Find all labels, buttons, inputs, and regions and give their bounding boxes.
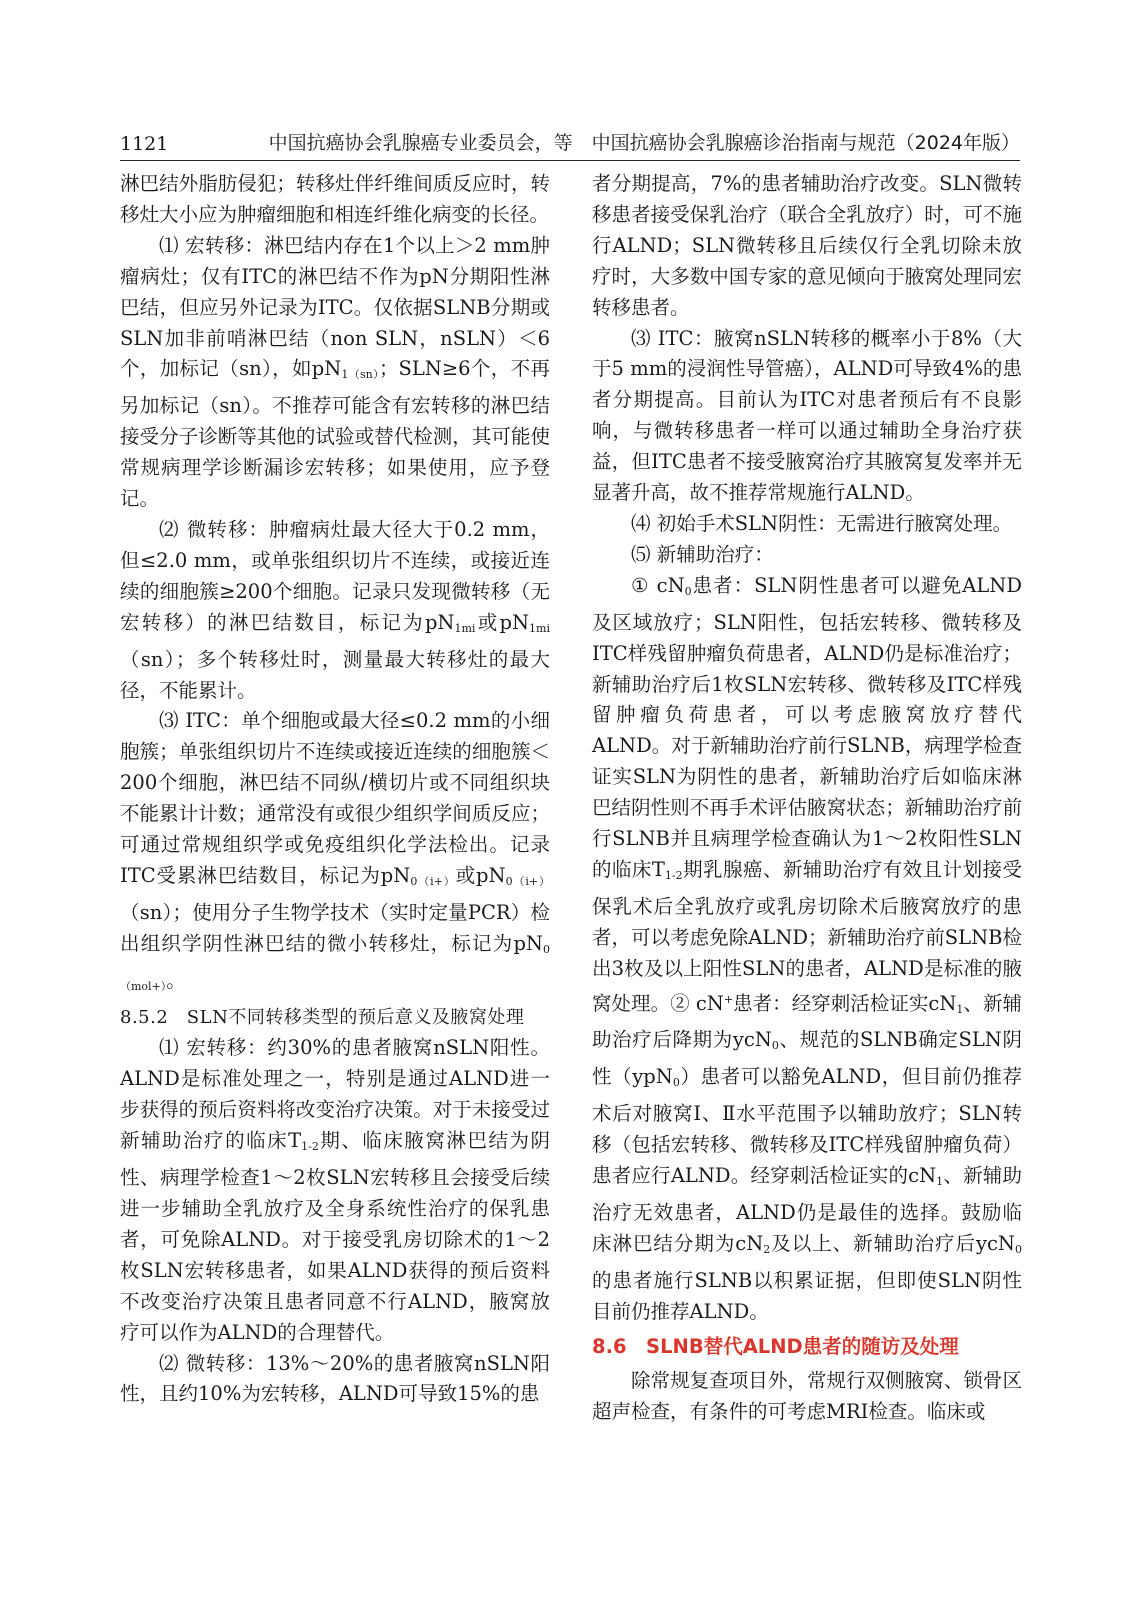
paragraph-neoadjuvant: ① $cN_0$患者：SLN阴性患者可以避免ALND及区域放疗；SLN阳性，包括宏转移、微转移及ITC样残留肿瘤负荷患者，ALND仍是标准治疗；新辅助治疗后1枚SLN宏转移、微转移及ITC样残留肿瘤负荷患者，可以考虑腋窝放疗替代ALND。对于新辅助治疗前行SLNB，病理学检查证实SLN为阴性的患者，新辅助治疗后如临床淋巴结阴性则不再手术评估腋窝状态；新辅助治疗前行SLNB并且病理学检查确认为1～2枚阳性SLN的临床$T_{1-2}$期乳腺癌、新辅助治疗有效且计划接受保乳术后全乳放疗或乳房切除术后腋窝放疗的患者，可以考虑免除ALND；新辅助治疗前SLNB检出3枚及以上阳性SLN的患者，ALND是标准的腋窝处理。② cN+患者：经穿刺活检证实$cN_1$、新辅助治疗后降期为ycN$_0$、规范的SLNB确定SLN阴性（ypN$_0$）患者可以豁免ALND，但目前仍推荐术后对腋窝Ⅰ、Ⅱ水平范围予以辅助放疗；SLN转移（包括宏转移、微转移及ITC样残留肿瘤负荷）患者应行ALND。经穿刺活检证实的$cN_1$、新辅助治疗无效患者，ALND仍是最佳的选择。鼓励临床淋巴结分期为$cN_2$及以上、新辅助治疗后ycN$_0$的患者施行SLNB以积累证据，但即使SLN阴性目前仍推荐ALND。 [592, 573, 1023, 1323]
paragraph-itc: ⑶ ITC：单个细胞或最大径≤0.2 mm的小细胞簇；单张组织切片不连续或接近连续的细胞簇＜200个细胞，淋巴结不同纵/横切片或不同组织块不能累计计数；通常没有或很少组织学间质反应；可通过常规组织学或免疫组织化学法检出。记录ITC受累淋巴结数目，标记为$pN_{0(i+)}$或$pN_{0(i+)}(sn)$；使用分子生物学技术（实时定量PCR）检出组织学阴性淋巴结的微小转移灶，标记为$pN_{0(mol+)}$。 [120, 709, 550, 993]
paragraph-initial-sln-negative: ⑷ 初始手术SLN阴性：无需进行腋窝处理。 [631, 511, 1013, 535]
page-number: 1121 [120, 133, 169, 155]
paragraph-macrometastasis: ⑴ 宏转移：淋巴结内存在1个以上＞2 mm肿瘤病灶；仅有ITC的淋巴结不作为pN分期阳性淋巴结，但应另外记录为ITC。仅依据SLNB分期或SLN加非前哨淋巴结（non SLN，nSLN）＜6个，加标记（sn），如$pN_{1(sn)}$；SLN≥6个，不再另加标记（sn）。不推荐可能含有宏转移的淋巴结接受分子诊断等其他的试验或替代检测，其可能使常规病理学诊断漏诊宏转移；如果使用，应予登记。 [120, 233, 550, 511]
section-heading-8-5-2: 8.5.2 SLN不同转移类型的预后意义及腋窝处理 [120, 1006, 525, 1028]
right-column [592, 169, 1022, 1427]
paragraph-neoadjuvant-title: ⑸ 新辅助治疗： [631, 542, 774, 566]
left-column [120, 169, 550, 1410]
section-heading-8-6: 8.6 SLNB替代ALND患者的随访及处理 [592, 1334, 959, 1358]
paragraph-followup: 除常规复查项目外，常规行双侧腋窝、锁骨区超声检查，有条件的可考虑MRI检查。临床或 [592, 1368, 1022, 1423]
paragraph: 淋巴结外脂肪侵犯；转移灶伴纤维间质反应时，转移灶大小应为肿瘤细胞和相连纤维化病变的长径。 [120, 172, 550, 226]
running-title: 中国抗癌协会乳腺癌专业委员会，等 中国抗癌协会乳腺癌诊治指南与规范（2024年版） [268, 132, 1020, 154]
running-header [120, 124, 1020, 161]
paragraph: 者分期提高，7%的患者辅助治疗改变。SLN微转移患者接受保乳治疗（联合全乳放疗）时，可不施行ALND；SLN微转移且后续仅行全乳切除未放疗时，大多数中国专家的意见倾向于腋窝处理同宏转移患者。 [592, 172, 1022, 319]
paragraph-itc-axilla: ⑶ ITC：腋窝nSLN转移的概率小于8%（大于5 mm的浸润性导管癌），ALND可导致4%的患者分期提高。目前认为ITC对患者预后有不良影响，与微转移患者一样可以通过辅助全身治疗获益，但ITC患者不接受腋窝治疗其腋窝复发率并无显著升高，故不推荐常规施行ALND。 [592, 326, 1022, 505]
paragraph-micro-axilla: ⑵ 微转移：13%～20%的患者腋窝nSLN阳性，且约10%为宏转移，ALND可导致15%的患 [120, 1351, 550, 1406]
paragraph-micrometastasis: ⑵ 微转移：肿瘤病灶最大径大于0.2 mm，但≤2.0 mm，或单张组织切片不连续，或接近连续的细胞簇≥200个细胞。记录只发现微转移（无宏转移）的淋巴结数目，标记为$pN_{1mi}$或$pN_{1mi}(sn)$；多个转移灶时，测量最大转移灶的最大径，不能累计。 [120, 517, 550, 702]
paragraph-macro-axilla: ⑴ 宏转移：约30%的患者腋窝nSLN阳性。ALND是标准处理之一，特别是通过ALND进一步获得的预后资料将改变治疗决策。对于未接受过新辅助治疗的临床$T_{1-2}$期、临床腋窝淋巴结为阴性、病理学检查1～2枚SLN宏转移且会接受后续进一步辅助全乳放疗及全身系统性治疗的保乳患者，可免除ALND。对于接受乳房切除术的1～2枚SLN宏转移患者，如果ALND获得的预后资料不改变治疗决策且患者同意不行ALND，腋窝放疗可以作为ALND的合理替代。 [120, 1036, 550, 1344]
